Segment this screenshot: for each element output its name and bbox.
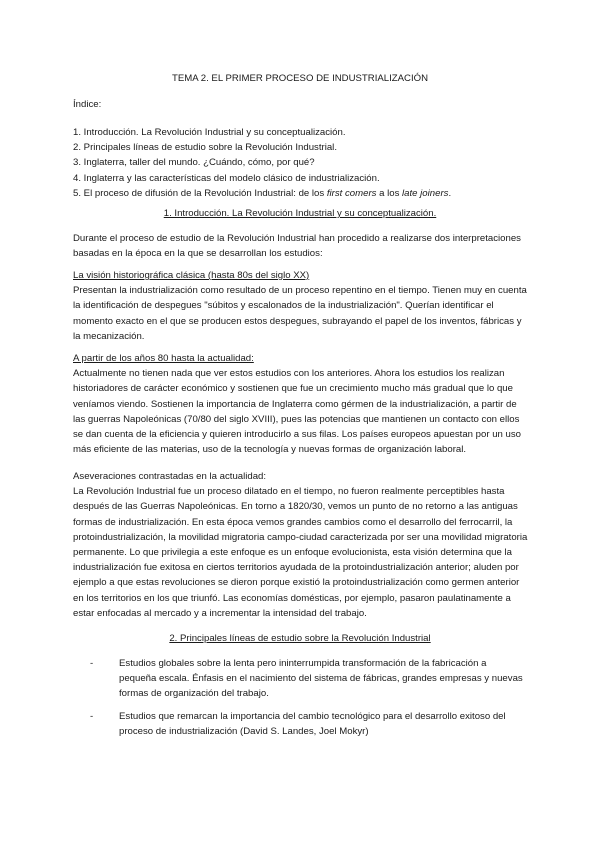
section-1-heading: 1. Introducción. La Revolución Industrial y su conceptualización.	[163, 208, 437, 219]
contrast-block	[73, 469, 528, 621]
index-heading: Índice:	[73, 99, 102, 110]
index-item: 3. Inglaterra, taller del mundo. ¿Cuándo, cómo, por qué?	[73, 157, 315, 169]
index-item-5-suffix: .	[448, 187, 452, 199]
index-item: 1. Introducción. La Revolución Industrial y su conceptualización.	[73, 127, 346, 138]
index-item: 2. Principales líneas de estudio sobre la Revolución Industrial.	[73, 142, 337, 154]
bullet-marker: -	[90, 658, 94, 669]
classic-view-text: Presentan la industrialización como resultado de un proceso repentino en el tiempo. Tienen muy en cuenta la identificación de despegues "súbitos y escalonados de la industrialización". Querían identificar el momento exacto en el que se producen estos despegues, subrayando el papel de los inventos, fábricas y la mecanización.	[73, 285, 527, 342]
index-list	[73, 125, 528, 201]
document-title: TEMA 2. EL PRIMER PROCESO DE INDUSTRIALIZACIÓN	[171, 73, 429, 84]
classic-view-block	[73, 268, 528, 344]
section-2-heading: 2. Principales líneas de estudio sobre la Revolución Industrial	[169, 633, 431, 644]
contrast-heading: Aseveraciones contrastadas en la actualidad:	[73, 471, 267, 482]
eighties-view-block	[73, 351, 528, 457]
first-comers-term: first comers	[326, 187, 377, 199]
section-1-intro: Durante el proceso de estudio de la Revolución Industrial han procedido a realizarse dos interpretaciones basadas en la época en la que se desarrollan los estudios:	[73, 233, 521, 260]
index-item: 4. Inglaterra y las características del modelo clásico de industrialización.	[73, 172, 380, 184]
classic-view-heading: La visión historiográfica clásica (hasta 80s del siglo XX)	[73, 270, 310, 281]
bullet-marker: -	[90, 711, 94, 722]
eighties-view-text: Actualmente no tienen nada que ver estos estudios con los anteriores. Ahora los estudios los realizan historiadores de carácter económico y sostienen que fue un crecimiento mucho más gradual que lo que veníamos viendo. Sostienen la importancia de Inglaterra como gérmen de la industrialización, a partir de las guerras Napoleónicas (70/80 del siglo XVIII), pues las potencias que mantienen un contacto con ellos se dan cuenta de la eficiencia y quieren introducirlo a sus filas. Los países europeos apuestan por un uso más eficiente de las materias, uso de la tecnología y nuevas formas de organización laboral.	[73, 368, 521, 456]
bullet-item: Estudios globales sobre la lenta pero ininterrumpida transformación de la fabricación a pequeña escala. Énfasis en el nacimiento del sistema de fábricas, grandes empresas y nuevas formas de organización del trabajo.	[119, 658, 523, 700]
late-joiners-term: late joiners	[402, 187, 449, 199]
index-item	[73, 186, 528, 201]
index-item-5-prefix: 5. El proceso de difusión de la Revolución Industrial: de los	[73, 187, 327, 199]
eighties-view-heading: A partir de los años 80 hasta la actualidad:	[73, 353, 254, 364]
contrast-text: La Revolución Industrial fue un proceso dilatado en el tiempo, no fueron realmente perceptibles hasta después de las Guerras Napoleónicas. En torno a 1820/30, vemos un punto de no retorno a las antiguas formas de industrialización. En esta época vemos grandes cambios como el desarrollo del ferrocarril, la protoindustrialización, la movilidad migratoria campo-ciudad caracterizada por ser una movilidad migratoria permanente. Lo que privilegia a este enfoque es un enfoque evolucionista, esta visión determina que la industrialización fue exitosa en ciertos territorios ayudada de la protoindustrialización anterior; aluden por ejemplo a que estas revoluciones se dieron porque existió la protoindustrialización como germen anterior en los territorios en los que triunfó. Las economías domésticas, por ejemplo, pasaron paulatinamente a estar enfocadas al mercado y a incrementar la intensidad del trabajo.	[73, 486, 528, 619]
bullet-item: Estudios que remarcan la importancia del cambio tecnológico para el desarrollo exitoso del proceso de industrialización (David S. Landes, Joel Mokyr)	[119, 711, 506, 738]
index-item-5-middle: a los	[376, 187, 403, 199]
